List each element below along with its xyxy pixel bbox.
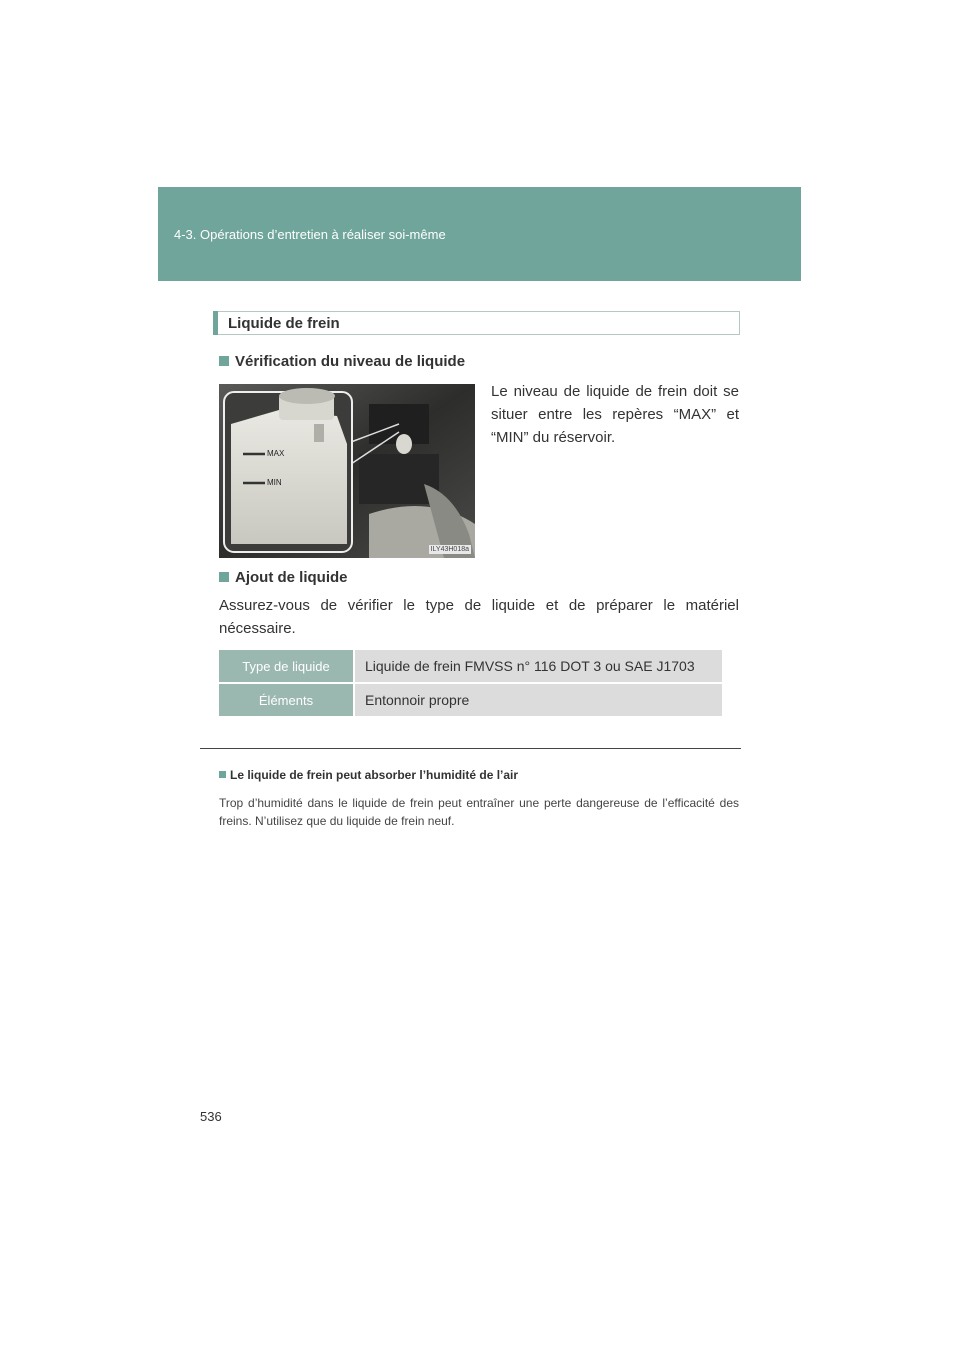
- check-heading: [219, 353, 465, 370]
- chapter-title: 4-3. Opérations d’entretien à réaliser soi-même: [174, 227, 446, 242]
- fluid-table: [219, 650, 722, 718]
- table-row: [219, 650, 722, 682]
- add-description: Assurez-vous de vérifier le type de liquide et de préparer le matériel nécessaire.: [219, 597, 739, 637]
- max-mark-label: MAX: [267, 449, 285, 458]
- note-heading-text: Le liquide de frein peut absorber l’humidité de l’air: [230, 768, 519, 782]
- section-title: Liquide de frein: [228, 315, 340, 332]
- page-number: 536: [200, 1109, 222, 1124]
- table-value: Entonnoir propre: [355, 684, 722, 716]
- min-mark-label: MIN: [267, 478, 282, 487]
- section-title-bar: [213, 311, 740, 335]
- check-description: Le niveau de liquide de frein doit se situer entre les repères “MAX” et “MIN” du réservoir.: [491, 383, 739, 446]
- table-key: Type de liquide: [219, 650, 353, 682]
- table-key: Éléments: [219, 684, 353, 716]
- figure-code: ILY43H018a: [430, 546, 469, 553]
- add-heading-text: Ajout de liquide: [235, 569, 348, 586]
- square-bullet-icon: [219, 771, 226, 778]
- reservoir-photo: [219, 384, 475, 558]
- add-heading: [219, 569, 348, 586]
- square-bullet-icon: [219, 572, 229, 582]
- divider: [200, 748, 741, 749]
- table-value: Liquide de frein FMVSS n° 116 DOT 3 ou SAE J1703: [355, 650, 722, 682]
- chapter-header: [158, 187, 801, 281]
- note-heading: [219, 768, 518, 782]
- square-bullet-icon: [219, 356, 229, 366]
- note-text: Trop d’humidité dans le liquide de frein peut entraîner une perte dangereuse de l’efficacité des freins. N’utilisez que du liquide de frein neuf.: [219, 796, 739, 828]
- section-accent: [213, 311, 218, 335]
- table-row: [219, 684, 722, 716]
- check-heading-text: Vérification du niveau de liquide: [235, 353, 466, 370]
